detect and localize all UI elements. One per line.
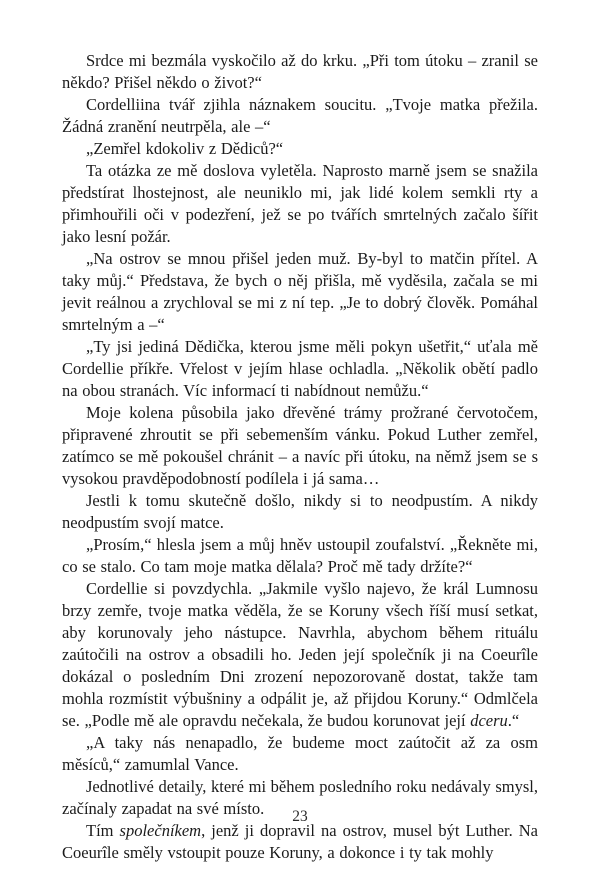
paragraph: [62, 94, 538, 138]
text-run: , jenž ji dopravil na ostrov, musel být Luther. Na Coeurîle směly vstoupit pouze Koruny, a dokonce i ty tak mohly: [62, 821, 539, 862]
paragraph: [62, 336, 538, 402]
text-run: .“: [507, 711, 520, 730]
paragraph: [62, 732, 538, 776]
paragraph: [62, 138, 538, 160]
text-run: Srdce mi bezmála vyskočilo až do krku. „Při tom útoku – zranil se někdo? Přišel někdo o život?“: [62, 51, 538, 92]
paragraph: [62, 248, 538, 336]
paragraph: [62, 490, 538, 534]
text-run: „A taky nás nenapadlo, že budeme moct zaútočit až za osm měsíců,“ zamumlal Vance.: [62, 733, 538, 774]
text-run: Tím: [86, 821, 120, 840]
text-run: Ta otázka ze mě doslova vyletěla. Naprosto marně jsem se snažila předstírat lhostejnost, ale neuniklo mi, jak lidé kolem semkli rty a přimhouřili oči v podezření, jež se po tvářích smrtelných začalo šířit jako lesní požár.: [62, 161, 538, 246]
text-run: Jednotlivé detaily, které mi během posledního roku nedávaly smysl, začínaly zapadat na své místo.: [62, 777, 538, 818]
text-run: „Prosím,“ hlesla jsem a můj hněv ustoupil zoufalství. „Řekněte mi, co se stalo. Co tam moje matka dělala? Proč mě tady držíte?“: [62, 535, 538, 576]
italic-text-run: dceru: [470, 711, 508, 730]
paragraph: [62, 402, 538, 490]
text-run: Moje kolena působila jako dřevěné trámy prožrané červotočem, připravené zhroutit se při sebemenším vánku. Pokud Luther zemřel, zatímco se mě pokoušel chránit – a navíc při útoku, na němž jsem se s vysokou pravděpodobností podílela i já sama…: [62, 403, 538, 488]
page-text: [62, 50, 538, 864]
text-run: „Na ostrov se mnou přišel jeden muž. By-byl to matčin přítel. A taky můj.“ Představa, že bych o něj přišla, mě vyděsila, začala se mi jevit reálnou a zrychloval se mi z ní tep. „Je to dobrý člověk. Pomáhal smrtelným a –“: [62, 249, 538, 334]
text-run: „Zemřel kdokoliv z Dědiců?“: [86, 139, 284, 158]
text-run: „Ty jsi jediná Dědička, kterou jsme měli pokyn ušetřit,“ uťala mě Cordellie příkře. Vřelost v jejím hlase ochladla. „Několik obětí padlo na obou stranách. Víc informací ti nabídnout nemůžu.“: [62, 337, 538, 400]
italic-text-run: společníkem: [119, 821, 202, 840]
text-run: Cordelliina tvář zjihla náznakem soucitu. „Tvoje matka přežila. Žádná zranění neutrpěla, ale –“: [62, 95, 538, 136]
text-run: Cordellie si povzdychla. „Jakmile vyšlo najevo, že král Lumnosu brzy zemře, tvoje matka věděla, že se Koruny všech říší musí setkat, aby korunovaly jeho nástupce. Navrhla, abychom během rituálu zaútočili na ostrov a obsadili ho. Jeden její společník ji na Coeurîle dokázal o posledním Dni zrození nepozorovaně dostat, takže tam mohla rozmístit výbušniny a odpálit je, až přijdou Koruny.“ Odmlčela se. „Podle mě ale opravdu nečekala, že budou korunovat její: [62, 579, 538, 730]
paragraph: [62, 160, 538, 248]
text-run: Jestli k tomu skutečně došlo, nikdy si to neodpustím. A nikdy neodpustím svojí matce.: [62, 491, 538, 532]
paragraph: [62, 578, 538, 732]
page-number: 23: [292, 808, 308, 825]
paragraph: [62, 820, 538, 864]
paragraph: [62, 534, 538, 578]
paragraph: [62, 50, 538, 94]
